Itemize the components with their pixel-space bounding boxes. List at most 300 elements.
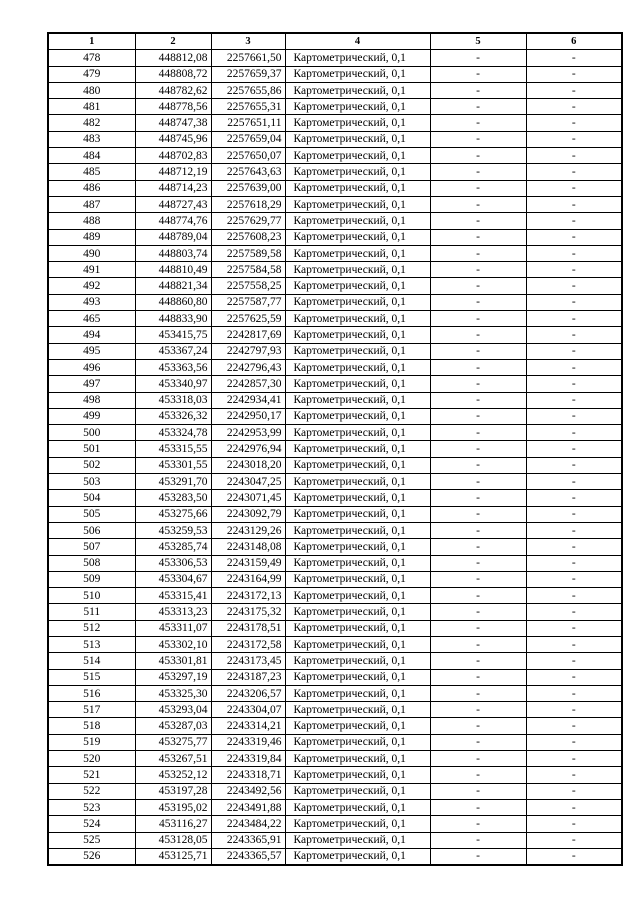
table-row [48, 669, 622, 685]
cell-y-coordinate: 2243173,45 [211, 653, 285, 669]
cell-point-number: 488 [48, 213, 135, 229]
cell-col5: - [430, 164, 526, 180]
cell-y-coordinate: 2257584,58 [211, 262, 285, 278]
cell-method: Картометрический, 0,1 [285, 669, 430, 685]
cell-col5: - [430, 213, 526, 229]
table-row [48, 539, 622, 555]
cell-method: Картометрический, 0,1 [285, 816, 430, 832]
cell-col6: - [526, 425, 622, 441]
cell-point-number: 492 [48, 278, 135, 294]
cell-x-coordinate: 453325,30 [135, 685, 211, 701]
cell-x-coordinate: 448745,96 [135, 131, 211, 147]
cell-col6: - [526, 702, 622, 718]
cell-point-number: 493 [48, 294, 135, 310]
cell-col5: - [430, 343, 526, 359]
table-row [48, 799, 622, 815]
cell-col6: - [526, 571, 622, 587]
table-row [48, 474, 622, 490]
cell-col6: - [526, 164, 622, 180]
cell-col6: - [526, 196, 622, 212]
cell-col6: - [526, 457, 622, 473]
table-row [48, 213, 622, 229]
cell-x-coordinate: 453302,10 [135, 636, 211, 652]
cell-col6: - [526, 767, 622, 783]
table-row [48, 848, 622, 865]
cell-col6: - [526, 522, 622, 538]
cell-col5: - [430, 245, 526, 261]
cell-y-coordinate: 2257661,50 [211, 50, 285, 66]
cell-method: Картометрический, 0,1 [285, 115, 430, 131]
cell-col5: - [430, 441, 526, 457]
cell-x-coordinate: 448803,74 [135, 245, 211, 261]
cell-y-coordinate: 2243071,45 [211, 490, 285, 506]
cell-method: Картометрический, 0,1 [285, 685, 430, 701]
table-row [48, 718, 622, 734]
table-row [48, 555, 622, 571]
cell-method: Картометрический, 0,1 [285, 848, 430, 865]
cell-col6: - [526, 734, 622, 750]
cell-point-number: 503 [48, 474, 135, 490]
cell-method: Картометрический, 0,1 [285, 539, 430, 555]
cell-col6: - [526, 376, 622, 392]
cell-x-coordinate: 448712,19 [135, 164, 211, 180]
cell-col5: - [430, 311, 526, 327]
table-row [48, 343, 622, 359]
cell-point-number: 496 [48, 359, 135, 375]
cell-col6: - [526, 245, 622, 261]
table-row [48, 294, 622, 310]
cell-point-number: 482 [48, 115, 135, 131]
cell-method: Картометрический, 0,1 [285, 555, 430, 571]
cell-col5: - [430, 653, 526, 669]
cell-col6: - [526, 262, 622, 278]
cell-method: Картометрический, 0,1 [285, 474, 430, 490]
cell-col5: - [430, 294, 526, 310]
cell-y-coordinate: 2242953,99 [211, 425, 285, 441]
cell-col5: - [430, 327, 526, 343]
cell-x-coordinate: 448789,04 [135, 229, 211, 245]
cell-y-coordinate: 2242797,93 [211, 343, 285, 359]
cell-x-coordinate: 453318,03 [135, 392, 211, 408]
cell-col6: - [526, 343, 622, 359]
table-row [48, 327, 622, 343]
cell-y-coordinate: 2243129,26 [211, 522, 285, 538]
cell-x-coordinate: 453311,07 [135, 620, 211, 636]
cell-col6: - [526, 99, 622, 115]
cell-col6: - [526, 636, 622, 652]
cell-col6: - [526, 278, 622, 294]
cell-y-coordinate: 2257659,04 [211, 131, 285, 147]
cell-y-coordinate: 2243318,71 [211, 767, 285, 783]
table-row [48, 82, 622, 98]
cell-method: Картометрический, 0,1 [285, 278, 430, 294]
cell-col6: - [526, 359, 622, 375]
cell-y-coordinate: 2243175,32 [211, 604, 285, 620]
cell-method: Картометрический, 0,1 [285, 408, 430, 424]
cell-col5: - [430, 832, 526, 848]
table-row [48, 278, 622, 294]
cell-x-coordinate: 453324,78 [135, 425, 211, 441]
cell-y-coordinate: 2243172,58 [211, 636, 285, 652]
cell-method: Картометрический, 0,1 [285, 832, 430, 848]
cell-col5: - [430, 751, 526, 767]
cell-point-number: 514 [48, 653, 135, 669]
cell-x-coordinate: 448821,34 [135, 278, 211, 294]
cell-point-number: 495 [48, 343, 135, 359]
cell-y-coordinate: 2243187,23 [211, 669, 285, 685]
cell-col5: - [430, 539, 526, 555]
cell-method: Картометрический, 0,1 [285, 588, 430, 604]
table-row [48, 229, 622, 245]
cell-x-coordinate: 453267,51 [135, 751, 211, 767]
cell-col6: - [526, 751, 622, 767]
cell-method: Картометрический, 0,1 [285, 180, 430, 196]
table-row [48, 506, 622, 522]
column-header-method: 4 [285, 33, 430, 50]
cell-method: Картометрический, 0,1 [285, 490, 430, 506]
cell-col5: - [430, 555, 526, 571]
table-body [48, 50, 622, 865]
cell-point-number: 486 [48, 180, 135, 196]
cell-col5: - [430, 392, 526, 408]
cell-method: Картометрический, 0,1 [285, 751, 430, 767]
cell-col6: - [526, 474, 622, 490]
cell-y-coordinate: 2257643,63 [211, 164, 285, 180]
cell-col5: - [430, 620, 526, 636]
cell-x-coordinate: 453285,74 [135, 539, 211, 555]
cell-point-number: 481 [48, 99, 135, 115]
cell-col5: - [430, 734, 526, 750]
cell-col5: - [430, 148, 526, 164]
cell-col6: - [526, 229, 622, 245]
cell-point-number: 494 [48, 327, 135, 343]
cell-method: Картометрический, 0,1 [285, 164, 430, 180]
cell-method: Картометрический, 0,1 [285, 376, 430, 392]
cell-point-number: 489 [48, 229, 135, 245]
cell-col5: - [430, 474, 526, 490]
cell-method: Картометрический, 0,1 [285, 343, 430, 359]
cell-y-coordinate: 2243148,08 [211, 539, 285, 555]
column-header-x-coordinate: 2 [135, 33, 211, 50]
cell-y-coordinate: 2243314,21 [211, 718, 285, 734]
cell-x-coordinate: 448778,56 [135, 99, 211, 115]
cell-point-number: 509 [48, 571, 135, 587]
cell-point-number: 483 [48, 131, 135, 147]
cell-point-number: 480 [48, 82, 135, 98]
cell-point-number: 479 [48, 66, 135, 82]
cell-x-coordinate: 453128,05 [135, 832, 211, 848]
cell-col5: - [430, 783, 526, 799]
cell-method: Картометрический, 0,1 [285, 718, 430, 734]
cell-point-number: 485 [48, 164, 135, 180]
table-row [48, 620, 622, 636]
cell-col5: - [430, 816, 526, 832]
cell-col5: - [430, 99, 526, 115]
cell-x-coordinate: 448833,90 [135, 311, 211, 327]
column-header-point-number: 1 [48, 33, 135, 50]
cell-x-coordinate: 448812,08 [135, 50, 211, 66]
cell-col6: - [526, 408, 622, 424]
cell-point-number: 505 [48, 506, 135, 522]
cell-point-number: 516 [48, 685, 135, 701]
cell-x-coordinate: 453275,66 [135, 506, 211, 522]
table-row [48, 376, 622, 392]
cell-x-coordinate: 453259,53 [135, 522, 211, 538]
cell-col5: - [430, 262, 526, 278]
cell-y-coordinate: 2243365,91 [211, 832, 285, 848]
cell-x-coordinate: 453301,55 [135, 457, 211, 473]
cell-col6: - [526, 555, 622, 571]
cell-y-coordinate: 2257625,59 [211, 311, 285, 327]
cell-col6: - [526, 799, 622, 815]
table-row [48, 588, 622, 604]
cell-col5: - [430, 588, 526, 604]
cell-method: Картометрический, 0,1 [285, 262, 430, 278]
cell-col5: - [430, 376, 526, 392]
cell-col6: - [526, 50, 622, 66]
cell-col5: - [430, 506, 526, 522]
cell-point-number: 510 [48, 588, 135, 604]
cell-y-coordinate: 2257618,29 [211, 196, 285, 212]
cell-method: Картометрический, 0,1 [285, 653, 430, 669]
cell-col6: - [526, 294, 622, 310]
cell-method: Картометрический, 0,1 [285, 148, 430, 164]
cell-col6: - [526, 718, 622, 734]
cell-y-coordinate: 2257659,37 [211, 66, 285, 82]
cell-point-number: 497 [48, 376, 135, 392]
cell-y-coordinate: 2243047,25 [211, 474, 285, 490]
cell-col5: - [430, 636, 526, 652]
cell-x-coordinate: 453301,81 [135, 653, 211, 669]
table-row [48, 311, 622, 327]
cell-col5: - [430, 702, 526, 718]
coordinates-table [47, 32, 623, 866]
cell-y-coordinate: 2257639,00 [211, 180, 285, 196]
cell-point-number: 518 [48, 718, 135, 734]
cell-col5: - [430, 278, 526, 294]
cell-col5: - [430, 718, 526, 734]
cell-method: Картометрический, 0,1 [285, 441, 430, 457]
cell-y-coordinate: 2242817,69 [211, 327, 285, 343]
cell-y-coordinate: 2257589,58 [211, 245, 285, 261]
cell-method: Картометрический, 0,1 [285, 799, 430, 815]
cell-x-coordinate: 453287,03 [135, 718, 211, 734]
cell-y-coordinate: 2243159,49 [211, 555, 285, 571]
cell-x-coordinate: 453315,55 [135, 441, 211, 457]
cell-y-coordinate: 2243319,46 [211, 734, 285, 750]
cell-x-coordinate: 453304,67 [135, 571, 211, 587]
table-row [48, 359, 622, 375]
cell-x-coordinate: 453340,97 [135, 376, 211, 392]
cell-x-coordinate: 453363,56 [135, 359, 211, 375]
cell-col5: - [430, 522, 526, 538]
cell-y-coordinate: 2242857,30 [211, 376, 285, 392]
cell-col6: - [526, 685, 622, 701]
cell-col5: - [430, 359, 526, 375]
cell-y-coordinate: 2242934,41 [211, 392, 285, 408]
cell-y-coordinate: 2243172,13 [211, 588, 285, 604]
cell-col6: - [526, 848, 622, 865]
cell-point-number: 501 [48, 441, 135, 457]
cell-x-coordinate: 448810,49 [135, 262, 211, 278]
cell-x-coordinate: 453315,41 [135, 588, 211, 604]
cell-x-coordinate: 448782,62 [135, 82, 211, 98]
cell-col6: - [526, 180, 622, 196]
cell-x-coordinate: 453297,19 [135, 669, 211, 685]
cell-y-coordinate: 2243018,20 [211, 457, 285, 473]
cell-col5: - [430, 408, 526, 424]
cell-x-coordinate: 453125,71 [135, 848, 211, 865]
cell-col5: - [430, 425, 526, 441]
cell-x-coordinate: 448860,80 [135, 294, 211, 310]
cell-point-number: 504 [48, 490, 135, 506]
cell-method: Картометрический, 0,1 [285, 506, 430, 522]
cell-point-number: 506 [48, 522, 135, 538]
table-row [48, 99, 622, 115]
cell-col5: - [430, 685, 526, 701]
table-row [48, 196, 622, 212]
table-row [48, 636, 622, 652]
cell-col6: - [526, 115, 622, 131]
table-row [48, 783, 622, 799]
cell-col6: - [526, 327, 622, 343]
table-row [48, 522, 622, 538]
cell-col5: - [430, 799, 526, 815]
column-header-5: 5 [430, 33, 526, 50]
cell-point-number: 478 [48, 50, 135, 66]
table-row [48, 457, 622, 473]
cell-method: Картометрический, 0,1 [285, 636, 430, 652]
table-row [48, 816, 622, 832]
cell-col6: - [526, 783, 622, 799]
cell-point-number: 525 [48, 832, 135, 848]
cell-col5: - [430, 669, 526, 685]
cell-method: Картометрический, 0,1 [285, 213, 430, 229]
cell-point-number: 465 [48, 311, 135, 327]
table-row [48, 115, 622, 131]
table-row [48, 832, 622, 848]
cell-x-coordinate: 448774,76 [135, 213, 211, 229]
cell-method: Картометрический, 0,1 [285, 604, 430, 620]
cell-point-number: 487 [48, 196, 135, 212]
column-header-y-coordinate: 3 [211, 33, 285, 50]
cell-x-coordinate: 453291,70 [135, 474, 211, 490]
cell-y-coordinate: 2243206,57 [211, 685, 285, 701]
cell-col5: - [430, 571, 526, 587]
table-row [48, 408, 622, 424]
cell-method: Картометрический, 0,1 [285, 734, 430, 750]
cell-col5: - [430, 229, 526, 245]
table-row [48, 180, 622, 196]
cell-y-coordinate: 2243164,99 [211, 571, 285, 587]
cell-col5: - [430, 767, 526, 783]
cell-col6: - [526, 669, 622, 685]
cell-point-number: 502 [48, 457, 135, 473]
cell-x-coordinate: 453275,77 [135, 734, 211, 750]
cell-col5: - [430, 196, 526, 212]
cell-point-number: 526 [48, 848, 135, 865]
cell-col5: - [430, 457, 526, 473]
cell-col6: - [526, 490, 622, 506]
cell-y-coordinate: 2242796,43 [211, 359, 285, 375]
cell-point-number: 499 [48, 408, 135, 424]
cell-point-number: 507 [48, 539, 135, 555]
table-row [48, 245, 622, 261]
cell-y-coordinate: 2257608,23 [211, 229, 285, 245]
cell-point-number: 484 [48, 148, 135, 164]
cell-point-number: 524 [48, 816, 135, 832]
cell-col6: - [526, 588, 622, 604]
cell-col6: - [526, 653, 622, 669]
cell-method: Картометрический, 0,1 [285, 327, 430, 343]
column-header-6: 6 [526, 33, 622, 50]
cell-col6: - [526, 213, 622, 229]
cell-y-coordinate: 2257650,07 [211, 148, 285, 164]
cell-x-coordinate: 448727,43 [135, 196, 211, 212]
cell-x-coordinate: 453415,75 [135, 327, 211, 343]
cell-col6: - [526, 392, 622, 408]
cell-y-coordinate: 2243491,88 [211, 799, 285, 815]
cell-col5: - [430, 848, 526, 865]
cell-point-number: 521 [48, 767, 135, 783]
table-row [48, 685, 622, 701]
cell-method: Картометрический, 0,1 [285, 131, 430, 147]
cell-method: Картометрический, 0,1 [285, 620, 430, 636]
cell-point-number: 511 [48, 604, 135, 620]
cell-point-number: 491 [48, 262, 135, 278]
cell-method: Картометрический, 0,1 [285, 50, 430, 66]
cell-col5: - [430, 604, 526, 620]
cell-point-number: 523 [48, 799, 135, 815]
cell-method: Картометрический, 0,1 [285, 311, 430, 327]
cell-col6: - [526, 832, 622, 848]
table-row [48, 131, 622, 147]
cell-col5: - [430, 50, 526, 66]
cell-x-coordinate: 448747,38 [135, 115, 211, 131]
table-row [48, 702, 622, 718]
cell-x-coordinate: 453293,04 [135, 702, 211, 718]
cell-x-coordinate: 453252,12 [135, 767, 211, 783]
cell-x-coordinate: 453313,23 [135, 604, 211, 620]
table-row [48, 734, 622, 750]
cell-x-coordinate: 448702,83 [135, 148, 211, 164]
cell-col6: - [526, 441, 622, 457]
table-header-row [48, 33, 622, 50]
cell-col5: - [430, 180, 526, 196]
cell-method: Картометрический, 0,1 [285, 392, 430, 408]
cell-point-number: 519 [48, 734, 135, 750]
cell-method: Картометрический, 0,1 [285, 229, 430, 245]
cell-col6: - [526, 131, 622, 147]
cell-col6: - [526, 816, 622, 832]
cell-method: Картометрический, 0,1 [285, 359, 430, 375]
cell-method: Картометрический, 0,1 [285, 457, 430, 473]
cell-y-coordinate: 2243492,56 [211, 783, 285, 799]
cell-method: Картометрический, 0,1 [285, 571, 430, 587]
cell-y-coordinate: 2243319,84 [211, 751, 285, 767]
cell-x-coordinate: 453195,02 [135, 799, 211, 815]
cell-y-coordinate: 2243092,79 [211, 506, 285, 522]
table-row [48, 490, 622, 506]
cell-method: Картометрический, 0,1 [285, 99, 430, 115]
cell-point-number: 508 [48, 555, 135, 571]
cell-col5: - [430, 115, 526, 131]
cell-y-coordinate: 2257655,31 [211, 99, 285, 115]
table-row [48, 50, 622, 66]
cell-point-number: 513 [48, 636, 135, 652]
table-row [48, 604, 622, 620]
cell-method: Картометрический, 0,1 [285, 702, 430, 718]
